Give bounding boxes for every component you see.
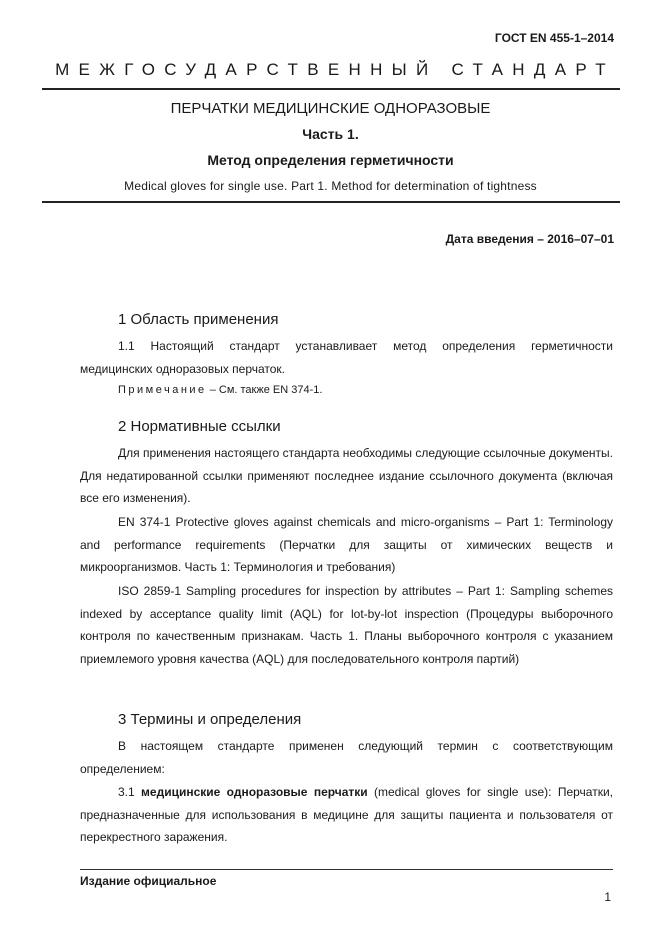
section-2-heading: 2 Нормативные ссылки [118, 418, 281, 435]
section-2-paragraph-3: ISO 2859-1 Sampling procedures for inspection by attributes – Part 1: Sampling schemes indexed by acceptance quality limit (AQL) for lot-by-lot inspection (Процедуры выборочного контроля по качественным признакам. Часть 1. Планы выборочного контроля с указанием приемлемого уровня качества (AQL) для последовательного контроля партий) [80, 584, 613, 666]
section-3-paragraph-1: В настоящем стандарте применен следующий термин с соответствующим определением: [80, 739, 613, 776]
section-1-note [118, 384, 322, 396]
document-title: ПЕРЧАТКИ МЕДИЦИНСКИЕ ОДНОРАЗОВЫЕ [170, 100, 491, 117]
edition-label: Издание официальное [80, 874, 217, 888]
document-subtitle: Метод определения герметичности [207, 152, 454, 168]
page-number: 1 [604, 890, 611, 904]
term-number: 3.1 [118, 785, 142, 799]
standard-number: ГОСТ EN 455-1–2014 [494, 31, 614, 45]
term: медицинские одноразовые перчатки [141, 785, 368, 799]
title-rule [42, 201, 620, 203]
section-1-paragraph: 1.1 Настоящий стандарт устанавливает метод определения герметичности медицинских одноразовых перчаток. [80, 339, 613, 376]
section-3-heading: 3 Термины и определения [118, 711, 302, 728]
section-2-paragraph-1: Для применения настоящего стандарта необходимы следующие ссылочные документы. Для недатированной ссылки применяют последнее издание ссылочного документа (включая все его изменения). [80, 446, 613, 506]
note-label: Примечание [118, 384, 207, 396]
note-text: – См. также EN 374-1. [206, 384, 323, 396]
section-2-paragraph-2: EN 374-1 Protective gloves against chemicals and micro-organisms – Part 1: Terminology and performance requirements (Перчатки для защиты от химических веществ и микроорганизмов. Часть 1: Терминология и требования) [80, 515, 613, 575]
introduction-date: Дата введения – 2016–07–01 [445, 232, 614, 246]
section-1-heading: 1 Область применения [118, 311, 279, 328]
interstate-standard-heading: МЕЖГОСУДАРСТВЕННЫЙ СТАНДАРТ [55, 60, 615, 79]
footer-rule [80, 869, 613, 870]
document-part: Часть 1. [302, 126, 359, 142]
term-definition: (medical gloves for single use): Перчатки, предназначенные для использования в медицине для защиты пациента и пользователя от перекрестного заражения. [80, 785, 613, 845]
english-title: Medical gloves for single use. Part 1. Method for determination of tightness [124, 179, 537, 193]
header-rule [42, 88, 620, 90]
section-3-definition [80, 781, 613, 849]
